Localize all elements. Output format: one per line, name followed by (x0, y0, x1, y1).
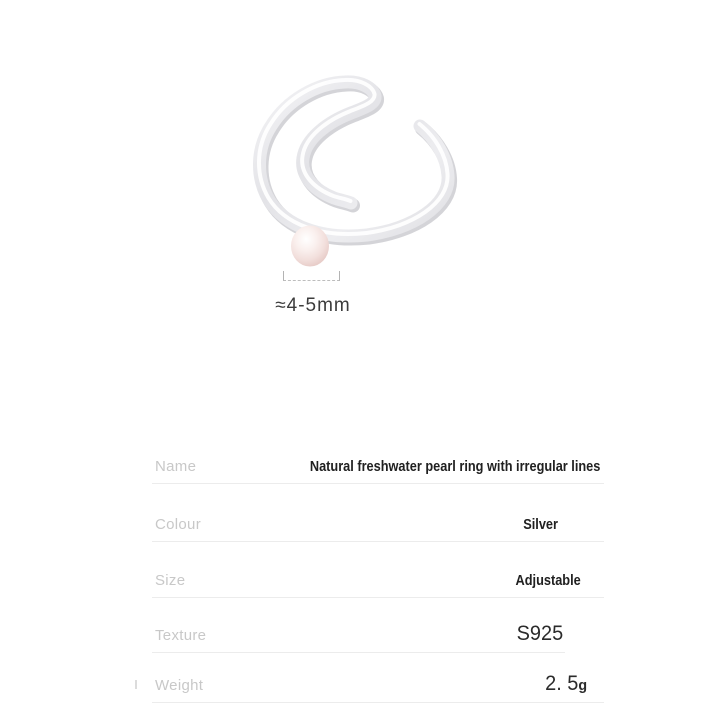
spec-label-name: Name (155, 457, 197, 475)
silver-ring-band (259, 80, 450, 239)
left-edge-tick (135, 680, 137, 689)
spec-row-colour (152, 484, 604, 542)
spec-label-colour: Colour (155, 515, 201, 533)
spec-value-size: Adjustable (515, 572, 582, 590)
spec-label-weight: Weight (155, 676, 204, 694)
spec-value-weight-unit: g (578, 677, 587, 694)
pearl (291, 226, 329, 267)
spec-value-name: Natural freshwater pearl ring with irregular lines (310, 458, 601, 476)
spec-value-weight-number: 2. 5 (544, 672, 579, 695)
spec-value-texture: S925 (516, 622, 564, 645)
spec-row-texture (152, 598, 604, 653)
spec-row-name (152, 440, 604, 484)
spec-value-colour: Silver (523, 516, 559, 534)
spec-label-texture: Texture (155, 626, 207, 644)
spec-table (152, 440, 604, 703)
spec-label-size: Size (155, 571, 186, 589)
spec-row-weight (152, 653, 604, 703)
measurement-label: ≈4-5mm (275, 295, 351, 316)
measurement-bracket (283, 271, 340, 281)
spec-row-size (152, 542, 604, 598)
spec-value-weight (545, 673, 604, 694)
